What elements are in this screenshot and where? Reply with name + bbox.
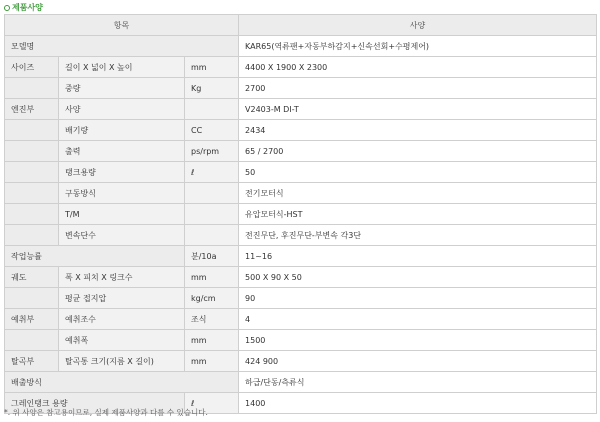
row-category xyxy=(5,225,59,246)
row-unit: 조식 xyxy=(185,309,239,330)
row-category: 탈곡부 xyxy=(5,351,59,372)
header-item: 항목 xyxy=(5,15,239,36)
row-category xyxy=(5,183,59,204)
table-header-row xyxy=(5,15,597,36)
table-row xyxy=(5,330,597,351)
table-row xyxy=(5,57,597,78)
section-title-text: 제품사양 xyxy=(12,3,43,12)
row-value: KAR65(역류팬+자동부하감지+신속선회+수평제어) xyxy=(239,36,597,57)
row-value: 65 / 2700 xyxy=(239,141,597,162)
table-row xyxy=(5,204,597,225)
row-label: 배출방식 xyxy=(5,372,239,393)
table-row xyxy=(5,36,597,57)
row-item: 변속단수 xyxy=(59,225,185,246)
row-category: 예취부 xyxy=(5,309,59,330)
table-row xyxy=(5,141,597,162)
row-value: 2700 xyxy=(239,78,597,99)
row-category: 궤도 xyxy=(5,267,59,288)
row-label: 모델명 xyxy=(5,36,239,57)
row-label: 작업능률 xyxy=(5,246,185,267)
row-item: 예취폭 xyxy=(59,330,185,351)
row-item: 배기량 xyxy=(59,120,185,141)
row-item: 폭 X 피치 X 링크수 xyxy=(59,267,185,288)
row-unit: mm xyxy=(185,57,239,78)
table-row xyxy=(5,78,597,99)
table-row xyxy=(5,120,597,141)
row-item: 예취조수 xyxy=(59,309,185,330)
row-value: 2434 xyxy=(239,120,597,141)
row-unit: ps/rpm xyxy=(185,141,239,162)
table-row xyxy=(5,288,597,309)
header-spec: 사양 xyxy=(239,15,597,36)
spec-table-body xyxy=(5,36,597,414)
row-unit: ℓ xyxy=(185,393,239,414)
row-value: 4 xyxy=(239,309,597,330)
row-item: 평균 접지압 xyxy=(59,288,185,309)
row-value: V2403-M DI-T xyxy=(239,99,597,120)
table-row xyxy=(5,162,597,183)
row-value: 1500 xyxy=(239,330,597,351)
table-row xyxy=(5,246,597,267)
row-item: 중량 xyxy=(59,78,185,99)
row-unit: CC xyxy=(185,120,239,141)
footnote: *. 위 사양은 참고용이므로, 실제 제품사양과 다를 수 있습니다. xyxy=(4,408,208,417)
row-unit xyxy=(185,204,239,225)
row-unit: kg/cm xyxy=(185,288,239,309)
row-value: 424 900 xyxy=(239,351,597,372)
row-value: 전진무단, 후진무단-부변속 각3단 xyxy=(239,225,597,246)
row-value: 전기모터식 xyxy=(239,183,597,204)
row-item: 사양 xyxy=(59,99,185,120)
row-value: 11~16 xyxy=(239,246,597,267)
row-unit: mm xyxy=(185,351,239,372)
row-value: 500 X 90 X 50 xyxy=(239,267,597,288)
row-unit xyxy=(185,183,239,204)
table-row xyxy=(5,99,597,120)
table-row xyxy=(5,351,597,372)
row-unit: mm xyxy=(185,330,239,351)
spec-table xyxy=(4,14,597,414)
table-row xyxy=(5,372,597,393)
row-category xyxy=(5,204,59,225)
row-category xyxy=(5,330,59,351)
row-item: 탈곡통 크기(지름 X 길이) xyxy=(59,351,185,372)
row-unit: ℓ xyxy=(185,162,239,183)
row-label: 그레인탱크 용량 xyxy=(5,393,185,414)
row-item: 출력 xyxy=(59,141,185,162)
row-value: 1400 xyxy=(239,393,597,414)
row-item: 길이 X 넓이 X 높이 xyxy=(59,57,185,78)
row-value: 90 xyxy=(239,288,597,309)
row-category: 엔진부 xyxy=(5,99,59,120)
row-category xyxy=(5,141,59,162)
row-value: 하급/단동/측류식 xyxy=(239,372,597,393)
table-row xyxy=(5,267,597,288)
row-item: T/M xyxy=(59,204,185,225)
table-row xyxy=(5,183,597,204)
row-category xyxy=(5,78,59,99)
row-item: 구동방식 xyxy=(59,183,185,204)
row-value: 4400 X 1900 X 2300 xyxy=(239,57,597,78)
row-value: 50 xyxy=(239,162,597,183)
row-category xyxy=(5,120,59,141)
row-unit xyxy=(185,225,239,246)
row-value: 유압모터식-HST xyxy=(239,204,597,225)
section-title xyxy=(4,2,43,13)
row-item: 탱크용량 xyxy=(59,162,185,183)
row-unit: 분/10a xyxy=(185,246,239,267)
table-row xyxy=(5,309,597,330)
row-unit: Kg xyxy=(185,78,239,99)
bullet-icon xyxy=(4,5,10,11)
row-unit: mm xyxy=(185,267,239,288)
row-unit xyxy=(185,99,239,120)
row-category xyxy=(5,288,59,309)
row-category: 사이즈 xyxy=(5,57,59,78)
table-row xyxy=(5,225,597,246)
row-category xyxy=(5,162,59,183)
